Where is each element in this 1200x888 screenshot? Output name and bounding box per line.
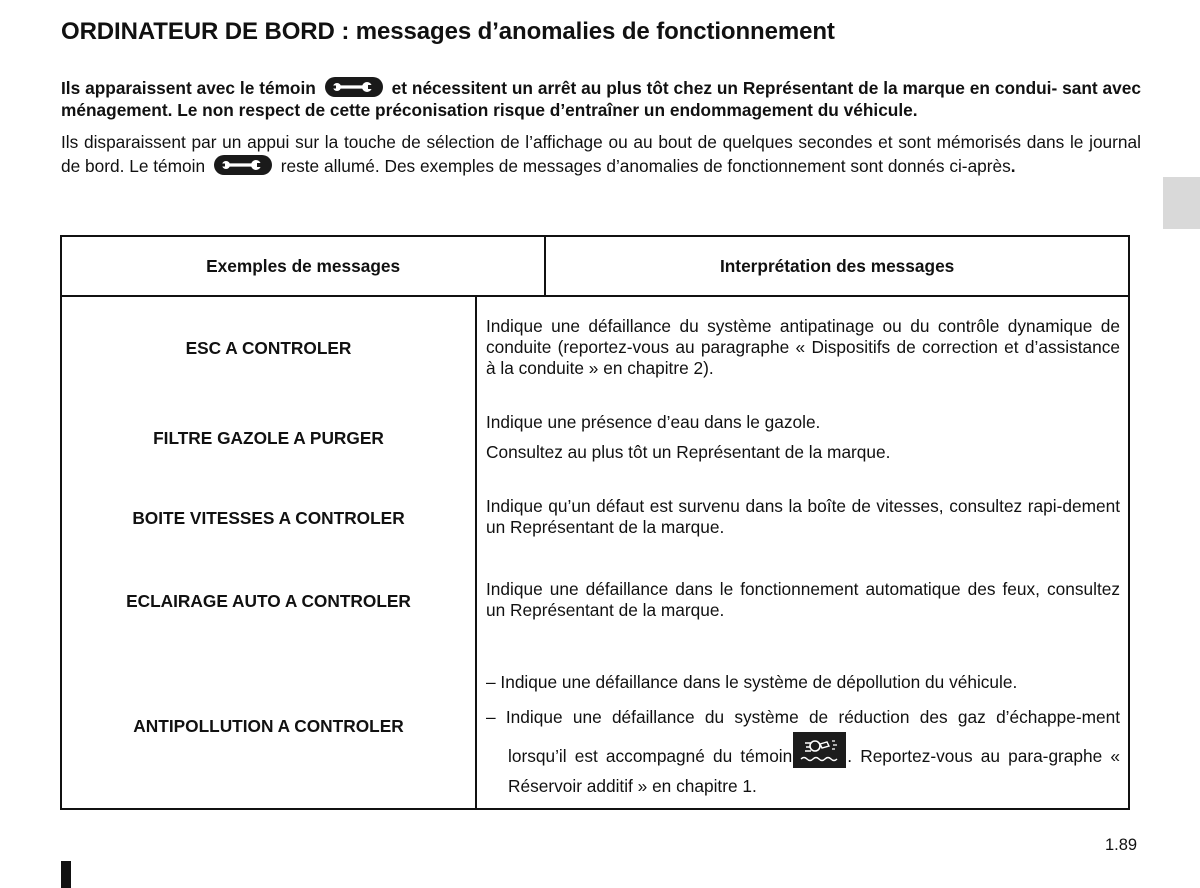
para-text-2: le journal de bord. Le témoin <box>61 132 1141 176</box>
para-text-3: reste allumé. Des exemples de messages d’anomalies de fonctionnement sont donnés ci- <box>280 156 968 176</box>
message-esc: ESC A CONTROLER <box>185 338 352 358</box>
para-period: . <box>1010 156 1016 176</box>
interp-text: Indique une présence d’eau dans le gazole. <box>486 412 821 432</box>
intro-text-2: et nécessitent un arrêt au plus tôt chez un Représentant de la marque en condui- <box>391 78 1058 98</box>
table-body-row <box>61 296 1129 809</box>
intro-text-1: Ils apparaissent avec le témoin <box>61 78 316 98</box>
chapter-tab-marker <box>1163 177 1200 229</box>
wrench-warning-icon <box>325 77 383 97</box>
interp-text: Indique une défaillance dans le fonctionnement automatique des feux, consultez un Représentant de la marque. <box>486 579 1120 620</box>
interp-text: Consultez au plus tôt un Représentant de la marque. <box>486 442 891 462</box>
header-interpretation: Interprétation des messages <box>545 236 1129 296</box>
messages-table <box>60 235 1130 810</box>
interp-text-with-icon <box>486 702 1120 801</box>
para-text-4: après <box>967 156 1011 176</box>
interp-text: Indique une défaillance du système antipatinage ou du contrôle dynamique de conduite (reportez-vous au paragraphe « Dispositifs de correction et d’assistance à la conduite » en chapitre 2). <box>486 316 1120 378</box>
interp-text: . Reportez-vous au para-graphe « Réservoir additif » en chapitre 1. <box>508 746 1121 796</box>
interp-esc <box>486 316 1120 379</box>
warning-intro <box>61 77 1141 121</box>
interp-text: Indique qu’un défaut est survenu dans la boîte de vitesses, consultez rapi-dement un Représentant de la marque. <box>486 496 1120 537</box>
interp-antipollution <box>486 671 1120 801</box>
page-title: ORDINATEUR DE BORD : messages d’anomalies de fonctionnement <box>61 18 835 45</box>
interp-text: – Indique une défaillance du système de réduction des gaz d’échappe-ment lorsqu’il est accompagné du témoin <box>486 707 1120 766</box>
message-filtre: FILTRE GAZOLE A PURGER <box>153 428 384 448</box>
table-header-row <box>61 236 1129 296</box>
interp-filtre <box>486 412 1120 463</box>
message-antipollution: ANTIPOLLUTION A CONTROLER <box>133 716 404 736</box>
page-edge-bar <box>61 861 71 888</box>
intro-text-3: sant avec ménagement. Le non respect de cette préconisation risque d’entraîner un endommagement du véhicule. <box>61 78 1141 120</box>
interp-boite <box>486 496 1120 538</box>
message-eclairage: ECLAIRAGE AUTO A CONTROLER <box>126 591 411 611</box>
header-messages: Exemples de messages <box>61 236 545 296</box>
additive-tank-icon <box>793 732 846 768</box>
message-boite: BOITE VITESSES A CONTROLER <box>132 508 405 528</box>
info-paragraph <box>61 130 1141 178</box>
interp-text: – Indique une défaillance dans le système de dépollution du véhicule. <box>486 672 1018 692</box>
interp-eclairage <box>486 579 1120 621</box>
para-text-1: Ils disparaissent par un appui sur la touche de sélection de l’affichage ou au bout de quelques secondes et sont mémorisés dans <box>61 132 1065 152</box>
page-number: 1.89 <box>1105 836 1138 854</box>
wrench-warning-icon <box>214 155 272 175</box>
